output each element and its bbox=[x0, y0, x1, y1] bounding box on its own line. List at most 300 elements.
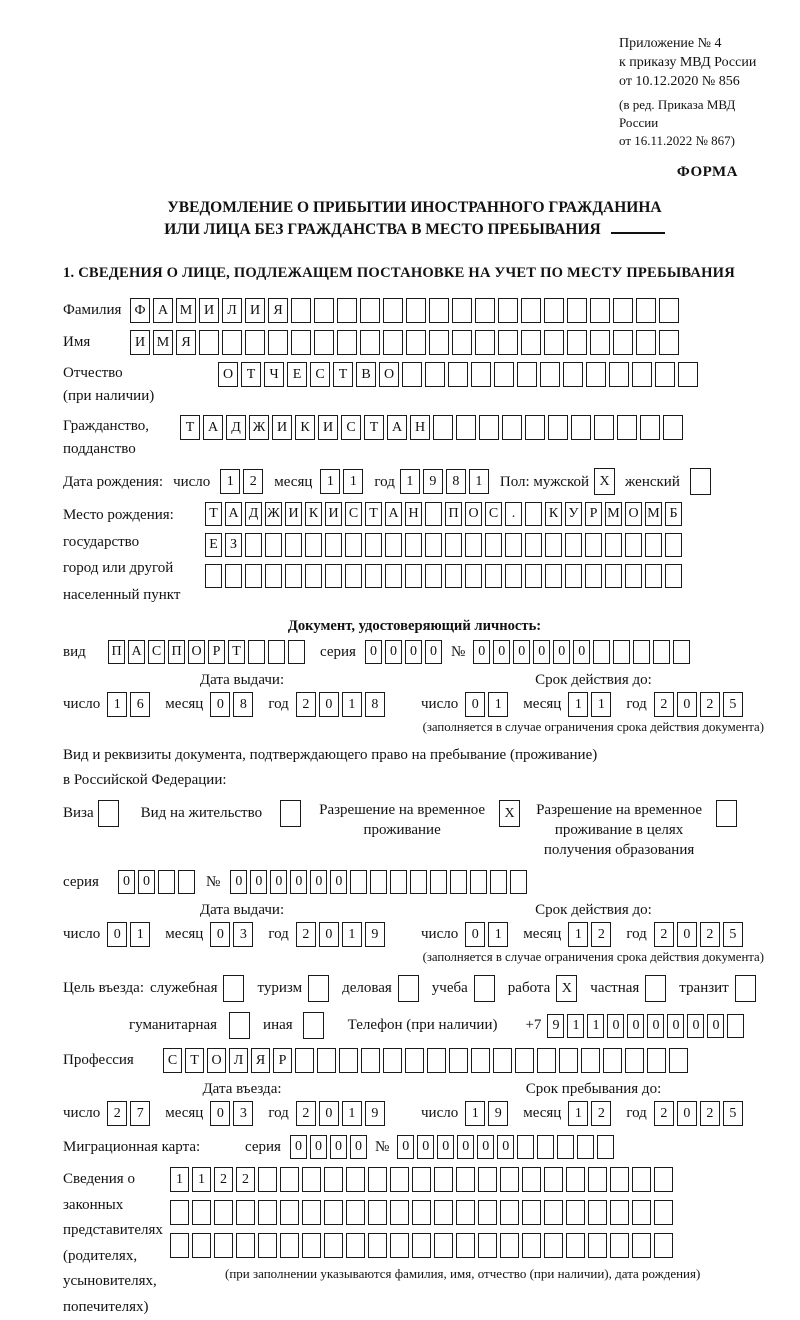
char-cell[interactable]: 1 bbox=[400, 469, 420, 494]
char-cell[interactable] bbox=[248, 640, 265, 664]
char-cell[interactable]: Е bbox=[205, 533, 222, 557]
char-cell[interactable]: О bbox=[218, 362, 238, 387]
char-cell[interactable] bbox=[434, 1167, 453, 1192]
char-cell[interactable]: 1 bbox=[170, 1167, 189, 1192]
issue2-left-year[interactable] bbox=[296, 922, 388, 947]
char-cell[interactable] bbox=[365, 564, 382, 588]
char-cell[interactable]: 7 bbox=[130, 1101, 150, 1126]
char-cell[interactable] bbox=[406, 298, 426, 323]
char-cell[interactable]: М bbox=[176, 298, 196, 323]
char-cell[interactable]: Я bbox=[176, 330, 196, 355]
issue1-right-month[interactable] bbox=[568, 692, 614, 717]
char-cell[interactable] bbox=[383, 330, 403, 355]
char-cell[interactable]: Т bbox=[185, 1048, 204, 1073]
char-cell[interactable] bbox=[632, 362, 652, 387]
char-cell[interactable] bbox=[485, 564, 502, 588]
purpose-transit-checkbox[interactable] bbox=[735, 975, 756, 1002]
char-cell[interactable] bbox=[613, 640, 630, 664]
char-cell[interactable] bbox=[609, 362, 629, 387]
char-cell[interactable] bbox=[478, 1200, 497, 1225]
char-cell[interactable] bbox=[588, 1200, 607, 1225]
char-cell[interactable]: 0 bbox=[687, 1014, 704, 1038]
char-cell[interactable] bbox=[268, 330, 288, 355]
char-cell[interactable] bbox=[445, 564, 462, 588]
char-cell[interactable] bbox=[291, 330, 311, 355]
char-cell[interactable] bbox=[632, 1233, 651, 1258]
char-cell[interactable] bbox=[603, 1048, 622, 1073]
birth-place-cells-1[interactable] bbox=[205, 502, 685, 526]
char-cell[interactable] bbox=[236, 1233, 255, 1258]
char-cell[interactable] bbox=[361, 1048, 380, 1073]
char-cell[interactable] bbox=[655, 362, 675, 387]
temp-residence-edu-checkbox[interactable] bbox=[716, 800, 737, 827]
char-cell[interactable] bbox=[613, 298, 633, 323]
char-cell[interactable] bbox=[471, 362, 491, 387]
birth-month-cells[interactable] bbox=[320, 469, 366, 494]
char-cell[interactable]: Р bbox=[585, 502, 602, 526]
char-cell[interactable] bbox=[521, 330, 541, 355]
char-cell[interactable]: 1 bbox=[192, 1167, 211, 1192]
char-cell[interactable]: Р bbox=[208, 640, 225, 664]
char-cell[interactable] bbox=[566, 1167, 585, 1192]
char-cell[interactable] bbox=[452, 330, 472, 355]
char-cell[interactable] bbox=[567, 298, 587, 323]
char-cell[interactable]: А bbox=[385, 502, 402, 526]
purpose-humanitarian-checkbox[interactable] bbox=[229, 1012, 250, 1039]
char-cell[interactable] bbox=[617, 415, 637, 440]
char-cell[interactable] bbox=[445, 533, 462, 557]
char-cell[interactable] bbox=[337, 298, 357, 323]
char-cell[interactable] bbox=[500, 1233, 519, 1258]
char-cell[interactable] bbox=[456, 1167, 475, 1192]
representatives-cells-2[interactable] bbox=[170, 1200, 766, 1225]
char-cell[interactable] bbox=[425, 362, 445, 387]
char-cell[interactable] bbox=[368, 1167, 387, 1192]
char-cell[interactable] bbox=[390, 870, 407, 894]
purpose-other-checkbox[interactable] bbox=[303, 1012, 324, 1039]
char-cell[interactable] bbox=[390, 1167, 409, 1192]
char-cell[interactable]: 2 bbox=[700, 922, 720, 947]
char-cell[interactable]: А bbox=[128, 640, 145, 664]
char-cell[interactable]: 2 bbox=[591, 1101, 611, 1126]
issue1-left-year[interactable] bbox=[296, 692, 388, 717]
char-cell[interactable] bbox=[610, 1200, 629, 1225]
char-cell[interactable] bbox=[559, 1048, 578, 1073]
char-cell[interactable]: 3 bbox=[233, 1101, 253, 1126]
char-cell[interactable]: П bbox=[445, 502, 462, 526]
char-cell[interactable] bbox=[654, 1200, 673, 1225]
surname-cells[interactable] bbox=[130, 298, 682, 323]
char-cell[interactable]: 2 bbox=[654, 922, 674, 947]
char-cell[interactable] bbox=[537, 1048, 556, 1073]
char-cell[interactable] bbox=[597, 1135, 614, 1159]
char-cell[interactable]: Т bbox=[364, 415, 384, 440]
char-cell[interactable]: 0 bbox=[465, 692, 485, 717]
char-cell[interactable]: 1 bbox=[469, 469, 489, 494]
id-doc-num-cells[interactable] bbox=[473, 640, 693, 664]
char-cell[interactable]: Я bbox=[268, 298, 288, 323]
issue1-right-year[interactable] bbox=[654, 692, 746, 717]
issue2-left-day[interactable] bbox=[107, 922, 153, 947]
char-cell[interactable]: О bbox=[379, 362, 399, 387]
char-cell[interactable] bbox=[302, 1167, 321, 1192]
char-cell[interactable]: И bbox=[325, 502, 342, 526]
char-cell[interactable]: 0 bbox=[350, 1135, 367, 1159]
char-cell[interactable]: 0 bbox=[677, 922, 697, 947]
char-cell[interactable]: Ж bbox=[249, 415, 269, 440]
char-cell[interactable] bbox=[385, 533, 402, 557]
char-cell[interactable]: 0 bbox=[330, 1135, 347, 1159]
char-cell[interactable]: М bbox=[645, 502, 662, 526]
char-cell[interactable] bbox=[545, 533, 562, 557]
char-cell[interactable] bbox=[450, 870, 467, 894]
char-cell[interactable]: 1 bbox=[465, 1101, 485, 1126]
char-cell[interactable]: 0 bbox=[677, 1101, 697, 1126]
char-cell[interactable] bbox=[324, 1200, 343, 1225]
char-cell[interactable] bbox=[410, 870, 427, 894]
char-cell[interactable]: 0 bbox=[210, 922, 230, 947]
char-cell[interactable] bbox=[525, 564, 542, 588]
char-cell[interactable] bbox=[645, 533, 662, 557]
char-cell[interactable] bbox=[405, 1048, 424, 1073]
char-cell[interactable] bbox=[430, 870, 447, 894]
char-cell[interactable]: 0 bbox=[513, 640, 530, 664]
char-cell[interactable] bbox=[192, 1200, 211, 1225]
char-cell[interactable]: 0 bbox=[473, 640, 490, 664]
char-cell[interactable] bbox=[563, 362, 583, 387]
mig-num-cells[interactable] bbox=[397, 1135, 617, 1159]
char-cell[interactable]: 2 bbox=[214, 1167, 233, 1192]
char-cell[interactable]: С bbox=[485, 502, 502, 526]
char-cell[interactable]: 0 bbox=[667, 1014, 684, 1038]
char-cell[interactable] bbox=[659, 298, 679, 323]
char-cell[interactable]: 6 bbox=[130, 692, 150, 717]
char-cell[interactable] bbox=[345, 533, 362, 557]
char-cell[interactable]: 1 bbox=[342, 922, 362, 947]
char-cell[interactable] bbox=[425, 533, 442, 557]
char-cell[interactable]: 3 bbox=[233, 922, 253, 947]
birth-year-cells[interactable] bbox=[400, 469, 492, 494]
char-cell[interactable]: 2 bbox=[654, 692, 674, 717]
char-cell[interactable] bbox=[678, 362, 698, 387]
char-cell[interactable] bbox=[365, 533, 382, 557]
char-cell[interactable] bbox=[478, 1233, 497, 1258]
char-cell[interactable]: П bbox=[168, 640, 185, 664]
char-cell[interactable] bbox=[178, 870, 195, 894]
char-cell[interactable] bbox=[245, 533, 262, 557]
char-cell[interactable]: 0 bbox=[627, 1014, 644, 1038]
char-cell[interactable]: 1 bbox=[320, 469, 340, 494]
char-cell[interactable]: А bbox=[225, 502, 242, 526]
char-cell[interactable] bbox=[383, 298, 403, 323]
char-cell[interactable]: 1 bbox=[567, 1014, 584, 1038]
char-cell[interactable]: . bbox=[505, 502, 522, 526]
char-cell[interactable] bbox=[317, 1048, 336, 1073]
char-cell[interactable] bbox=[545, 564, 562, 588]
char-cell[interactable] bbox=[665, 564, 682, 588]
char-cell[interactable]: 2 bbox=[243, 469, 263, 494]
char-cell[interactable] bbox=[158, 870, 175, 894]
char-cell[interactable]: 1 bbox=[568, 692, 588, 717]
char-cell[interactable] bbox=[280, 1200, 299, 1225]
char-cell[interactable]: Д bbox=[245, 502, 262, 526]
char-cell[interactable]: З bbox=[225, 533, 242, 557]
char-cell[interactable] bbox=[498, 330, 518, 355]
char-cell[interactable] bbox=[500, 1200, 519, 1225]
char-cell[interactable] bbox=[557, 1135, 574, 1159]
char-cell[interactable] bbox=[610, 1167, 629, 1192]
phone-cells[interactable] bbox=[547, 1014, 747, 1038]
char-cell[interactable] bbox=[478, 1167, 497, 1192]
char-cell[interactable] bbox=[517, 362, 537, 387]
purpose-commercial-checkbox[interactable] bbox=[398, 975, 419, 1002]
char-cell[interactable]: Ж bbox=[265, 502, 282, 526]
birth-day-cells[interactable] bbox=[220, 469, 266, 494]
char-cell[interactable]: В bbox=[356, 362, 376, 387]
char-cell[interactable] bbox=[654, 1167, 673, 1192]
char-cell[interactable]: 1 bbox=[342, 1101, 362, 1126]
char-cell[interactable] bbox=[654, 1233, 673, 1258]
char-cell[interactable]: 0 bbox=[319, 692, 339, 717]
char-cell[interactable] bbox=[339, 1048, 358, 1073]
entry-month-cells[interactable] bbox=[210, 1101, 256, 1126]
char-cell[interactable] bbox=[485, 533, 502, 557]
char-cell[interactable]: И bbox=[199, 298, 219, 323]
char-cell[interactable]: С bbox=[163, 1048, 182, 1073]
char-cell[interactable] bbox=[567, 330, 587, 355]
char-cell[interactable] bbox=[406, 330, 426, 355]
char-cell[interactable]: 1 bbox=[220, 469, 240, 494]
char-cell[interactable] bbox=[585, 533, 602, 557]
char-cell[interactable] bbox=[425, 564, 442, 588]
char-cell[interactable] bbox=[302, 1233, 321, 1258]
char-cell[interactable]: 2 bbox=[296, 692, 316, 717]
char-cell[interactable] bbox=[544, 330, 564, 355]
char-cell[interactable] bbox=[566, 1200, 585, 1225]
patronymic-cells[interactable] bbox=[218, 362, 701, 387]
char-cell[interactable]: 2 bbox=[296, 1101, 316, 1126]
char-cell[interactable] bbox=[448, 362, 468, 387]
char-cell[interactable]: 0 bbox=[250, 870, 267, 894]
char-cell[interactable]: М bbox=[605, 502, 622, 526]
residence-permit-checkbox[interactable] bbox=[280, 800, 301, 827]
char-cell[interactable] bbox=[521, 298, 541, 323]
char-cell[interactable] bbox=[427, 1048, 446, 1073]
char-cell[interactable]: А bbox=[153, 298, 173, 323]
char-cell[interactable]: Л bbox=[229, 1048, 248, 1073]
char-cell[interactable] bbox=[192, 1233, 211, 1258]
char-cell[interactable]: 0 bbox=[270, 870, 287, 894]
char-cell[interactable]: О bbox=[465, 502, 482, 526]
char-cell[interactable]: 1 bbox=[342, 692, 362, 717]
char-cell[interactable] bbox=[590, 298, 610, 323]
char-cell[interactable] bbox=[425, 502, 442, 526]
char-cell[interactable] bbox=[265, 533, 282, 557]
char-cell[interactable] bbox=[368, 1200, 387, 1225]
name-cells[interactable] bbox=[130, 330, 682, 355]
char-cell[interactable] bbox=[625, 1048, 644, 1073]
char-cell[interactable]: И bbox=[130, 330, 150, 355]
char-cell[interactable] bbox=[390, 1200, 409, 1225]
char-cell[interactable]: С bbox=[345, 502, 362, 526]
char-cell[interactable]: О bbox=[625, 502, 642, 526]
char-cell[interactable]: 2 bbox=[700, 1101, 720, 1126]
char-cell[interactable]: 0 bbox=[230, 870, 247, 894]
char-cell[interactable] bbox=[544, 298, 564, 323]
char-cell[interactable] bbox=[537, 1135, 554, 1159]
char-cell[interactable]: 8 bbox=[233, 692, 253, 717]
char-cell[interactable] bbox=[669, 1048, 688, 1073]
char-cell[interactable] bbox=[577, 1135, 594, 1159]
char-cell[interactable] bbox=[588, 1233, 607, 1258]
char-cell[interactable] bbox=[405, 564, 422, 588]
char-cell[interactable] bbox=[540, 362, 560, 387]
char-cell[interactable] bbox=[636, 298, 656, 323]
char-cell[interactable] bbox=[465, 564, 482, 588]
birth-place-cells-3[interactable] bbox=[205, 564, 685, 588]
char-cell[interactable] bbox=[236, 1200, 255, 1225]
char-cell[interactable] bbox=[324, 1167, 343, 1192]
char-cell[interactable]: 0 bbox=[319, 1101, 339, 1126]
char-cell[interactable] bbox=[346, 1167, 365, 1192]
char-cell[interactable] bbox=[505, 564, 522, 588]
char-cell[interactable] bbox=[544, 1200, 563, 1225]
issue2-left-month[interactable] bbox=[210, 922, 256, 947]
char-cell[interactable] bbox=[493, 1048, 512, 1073]
char-cell[interactable] bbox=[665, 533, 682, 557]
char-cell[interactable] bbox=[412, 1233, 431, 1258]
char-cell[interactable] bbox=[245, 330, 265, 355]
char-cell[interactable] bbox=[412, 1200, 431, 1225]
char-cell[interactable]: 0 bbox=[310, 870, 327, 894]
char-cell[interactable]: П bbox=[108, 640, 125, 664]
char-cell[interactable]: 2 bbox=[296, 922, 316, 947]
purpose-private-checkbox[interactable] bbox=[645, 975, 666, 1002]
char-cell[interactable]: Т bbox=[205, 502, 222, 526]
char-cell[interactable] bbox=[285, 564, 302, 588]
char-cell[interactable] bbox=[456, 1200, 475, 1225]
char-cell[interactable] bbox=[405, 533, 422, 557]
char-cell[interactable] bbox=[522, 1167, 541, 1192]
char-cell[interactable]: 5 bbox=[723, 692, 743, 717]
char-cell[interactable]: С bbox=[341, 415, 361, 440]
char-cell[interactable] bbox=[548, 415, 568, 440]
char-cell[interactable]: 0 bbox=[677, 692, 697, 717]
char-cell[interactable] bbox=[585, 564, 602, 588]
char-cell[interactable] bbox=[452, 298, 472, 323]
char-cell[interactable] bbox=[525, 415, 545, 440]
char-cell[interactable] bbox=[605, 564, 622, 588]
char-cell[interactable] bbox=[314, 298, 334, 323]
char-cell[interactable]: 0 bbox=[107, 922, 127, 947]
char-cell[interactable]: С bbox=[148, 640, 165, 664]
char-cell[interactable] bbox=[214, 1233, 233, 1258]
char-cell[interactable]: 8 bbox=[365, 692, 385, 717]
char-cell[interactable]: 0 bbox=[210, 1101, 230, 1126]
char-cell[interactable]: И bbox=[245, 298, 265, 323]
char-cell[interactable]: 1 bbox=[568, 922, 588, 947]
char-cell[interactable] bbox=[653, 640, 670, 664]
char-cell[interactable]: Т bbox=[228, 640, 245, 664]
char-cell[interactable]: Т bbox=[333, 362, 353, 387]
char-cell[interactable] bbox=[632, 1167, 651, 1192]
issue1-left-day[interactable] bbox=[107, 692, 153, 717]
char-cell[interactable] bbox=[268, 640, 285, 664]
char-cell[interactable] bbox=[465, 533, 482, 557]
issue1-right-day[interactable] bbox=[465, 692, 511, 717]
char-cell[interactable] bbox=[383, 1048, 402, 1073]
char-cell[interactable]: 2 bbox=[107, 1101, 127, 1126]
char-cell[interactable] bbox=[590, 330, 610, 355]
char-cell[interactable] bbox=[490, 870, 507, 894]
entry-day-cells[interactable] bbox=[107, 1101, 153, 1126]
char-cell[interactable] bbox=[258, 1200, 277, 1225]
char-cell[interactable]: 1 bbox=[587, 1014, 604, 1038]
char-cell[interactable] bbox=[199, 330, 219, 355]
id-doc-seriya-cells[interactable] bbox=[365, 640, 445, 664]
char-cell[interactable]: 0 bbox=[477, 1135, 494, 1159]
char-cell[interactable] bbox=[433, 415, 453, 440]
char-cell[interactable] bbox=[663, 415, 683, 440]
char-cell[interactable]: 0 bbox=[437, 1135, 454, 1159]
stay-day-cells[interactable] bbox=[465, 1101, 511, 1126]
char-cell[interactable] bbox=[515, 1048, 534, 1073]
char-cell[interactable]: 0 bbox=[397, 1135, 414, 1159]
purpose-work-checkbox[interactable]: X bbox=[556, 975, 577, 1002]
char-cell[interactable]: И bbox=[318, 415, 338, 440]
char-cell[interactable]: 0 bbox=[138, 870, 155, 894]
char-cell[interactable]: 0 bbox=[118, 870, 135, 894]
profession-cells[interactable] bbox=[163, 1048, 691, 1073]
char-cell[interactable] bbox=[475, 298, 495, 323]
sex-male-checkbox[interactable]: X bbox=[594, 468, 615, 495]
char-cell[interactable]: 1 bbox=[488, 922, 508, 947]
char-cell[interactable] bbox=[305, 533, 322, 557]
char-cell[interactable]: 2 bbox=[236, 1167, 255, 1192]
char-cell[interactable] bbox=[346, 1200, 365, 1225]
char-cell[interactable] bbox=[632, 1200, 651, 1225]
char-cell[interactable] bbox=[350, 870, 367, 894]
char-cell[interactable]: 0 bbox=[493, 640, 510, 664]
char-cell[interactable] bbox=[456, 415, 476, 440]
char-cell[interactable]: Е bbox=[287, 362, 307, 387]
visa-checkbox[interactable] bbox=[98, 800, 119, 827]
char-cell[interactable] bbox=[525, 502, 542, 526]
char-cell[interactable] bbox=[429, 330, 449, 355]
char-cell[interactable] bbox=[170, 1233, 189, 1258]
char-cell[interactable] bbox=[544, 1167, 563, 1192]
char-cell[interactable]: Т bbox=[180, 415, 200, 440]
char-cell[interactable]: 0 bbox=[533, 640, 550, 664]
char-cell[interactable]: 9 bbox=[488, 1101, 508, 1126]
issue2-right-day[interactable] bbox=[465, 922, 511, 947]
char-cell[interactable] bbox=[566, 1233, 585, 1258]
res-seriya-cells[interactable] bbox=[118, 870, 198, 894]
temp-residence-checkbox[interactable]: X bbox=[499, 800, 520, 827]
char-cell[interactable]: И bbox=[285, 502, 302, 526]
char-cell[interactable] bbox=[291, 298, 311, 323]
char-cell[interactable] bbox=[727, 1014, 744, 1038]
char-cell[interactable]: 0 bbox=[385, 640, 402, 664]
char-cell[interactable] bbox=[225, 564, 242, 588]
char-cell[interactable] bbox=[214, 1200, 233, 1225]
char-cell[interactable] bbox=[565, 564, 582, 588]
char-cell[interactable] bbox=[305, 564, 322, 588]
char-cell[interactable]: У bbox=[565, 502, 582, 526]
char-cell[interactable] bbox=[346, 1233, 365, 1258]
char-cell[interactable]: 9 bbox=[365, 922, 385, 947]
char-cell[interactable]: 0 bbox=[497, 1135, 514, 1159]
